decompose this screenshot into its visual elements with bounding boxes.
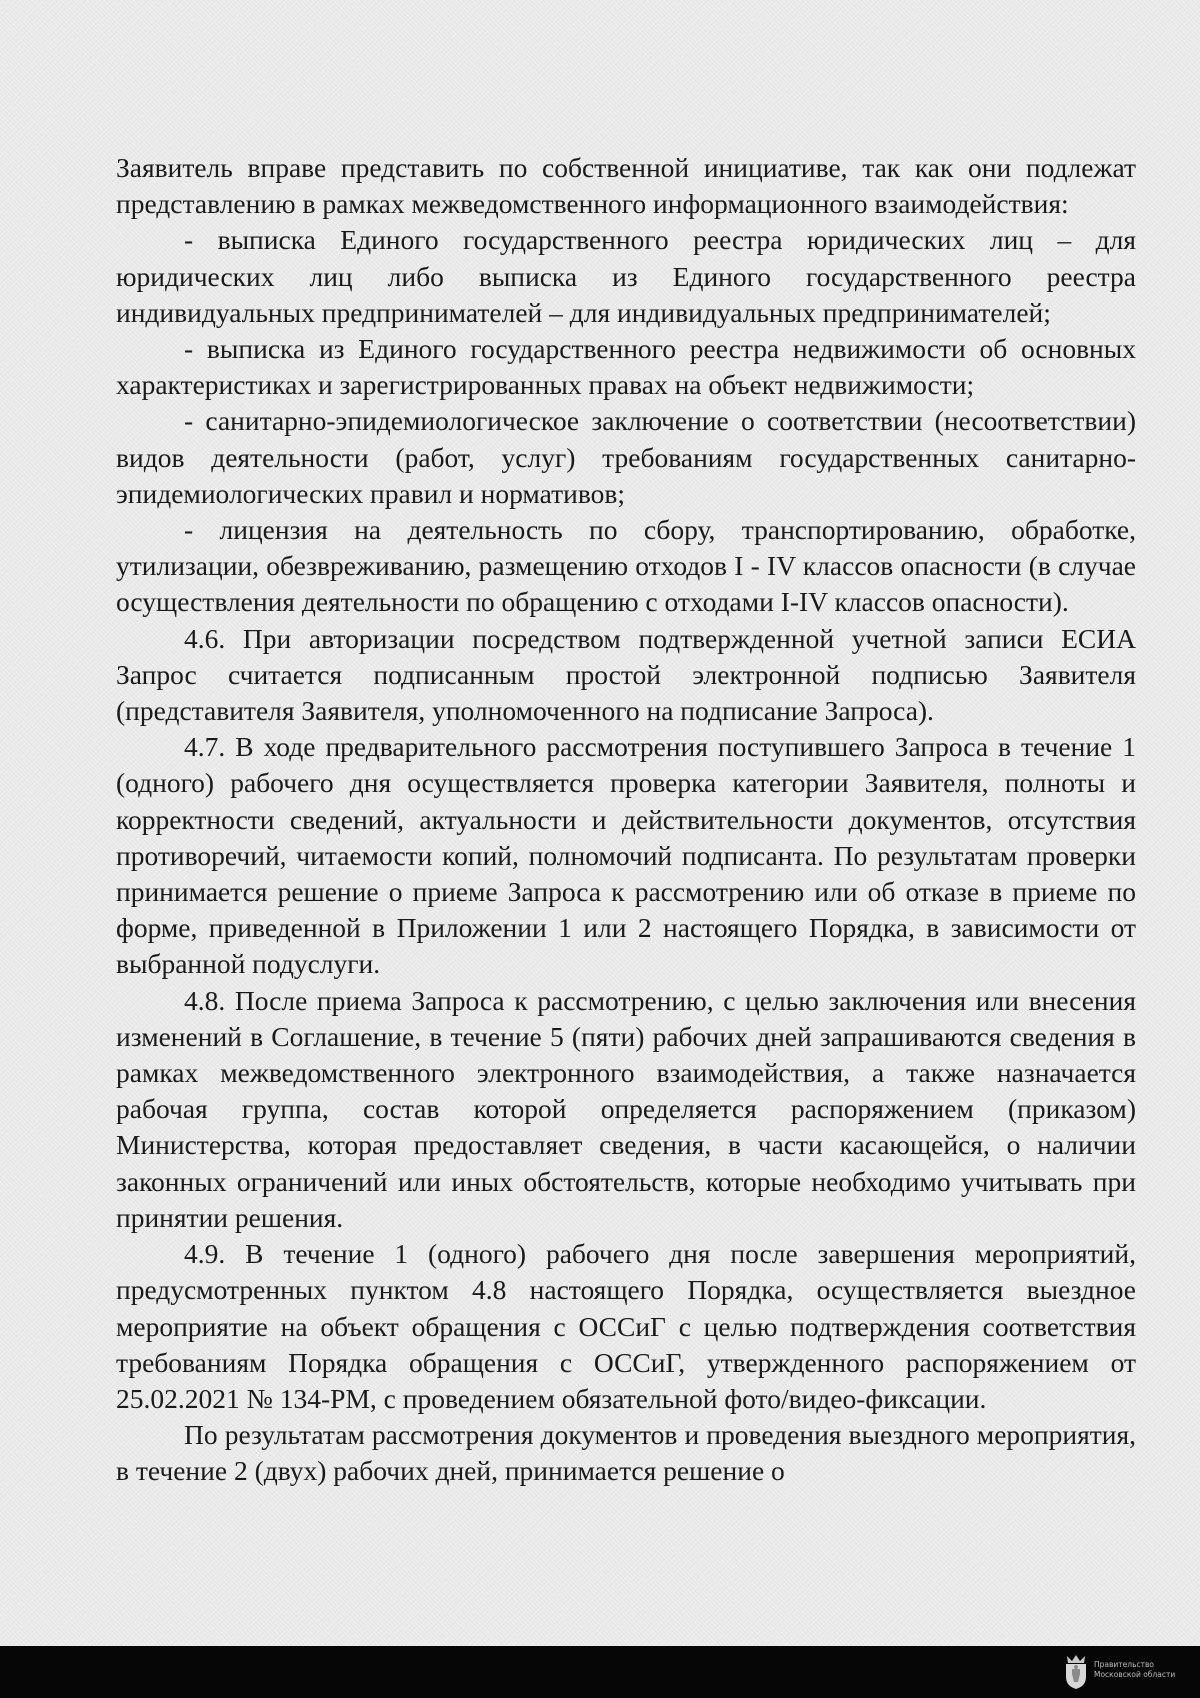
paragraph-waste-license: - лицензия на деятельность по сбору, транспортированию, обработке, утилизации, обезвреживанию, размещению отходов I - IV классов опасности (в случае осуществления деятельности по обращению с отходами I-IV классов опасности). bbox=[116, 514, 1136, 618]
document-body bbox=[116, 150, 1136, 1490]
paragraph-4-8: 4.8. После приема Запроса к рассмотрению, с целью заключения или внесения изменений в Соглашение, в течение 5 (пяти) рабочих дней запрашиваются сведения в рамках межведомственного электронного взаимодействия, а также назначается рабочая группа, состав которой определяется распоряжением (приказом) Министерства, которая предоставляет сведения, в части касающейся, о наличии законных ограничений или иных обстоятельств, которые необходимо учитывать при принятии решения. bbox=[116, 984, 1136, 1233]
footer-caption bbox=[1094, 1660, 1198, 1680]
paragraph-intro: Заявитель вправе представить по собственной инициативе, так как они подлежат представлению в рамках межведомственного информационного взаимодействия: bbox=[116, 152, 1136, 220]
footer-caption-line-2: Московской области bbox=[1094, 1670, 1176, 1679]
paragraph-egrn-extract: - выписка из Единого государственного реестра недвижимости об основных характеристиках и зарегистрированных правах на объект недвижимости; bbox=[116, 333, 1136, 401]
scan-footer-band bbox=[0, 1646, 1200, 1698]
paragraph-results: По результатам рассмотрения документов и проведения выездного мероприятия, в течение 2 (двух) рабочих дней, принимается решение о bbox=[116, 1419, 1136, 1487]
paragraph-sanitary-conclusion: - санитарно-эпидемиологическое заключение о соответствии (несоответствии) видов деятельности (работ, услуг) требованиям государственных санитарно-эпидемиологических правил и нормативов; bbox=[116, 405, 1136, 509]
paragraph-egrul-extract: - выписка Единого государственного реестра юридических лиц – для юридических лиц либо выписка из Единого государственного реестра индивидуальных предпринимателей – для индивидуальных предпринимателей; bbox=[116, 224, 1136, 328]
paragraph-4-6: 4.6. При авторизации посредством подтвержденной учетной записи ЕСИА Запрос считается подписанным простой электронной подписью Заявителя (представителя Заявителя, уполномоченного на подписание Запроса). bbox=[116, 622, 1136, 727]
paragraph-4-9: 4.9. В течение 1 (одного) рабочего дня после завершения мероприятий, предусмотренных пунктом 4.8 настоящего Порядка, осуществляется выездное мероприятие на объект обращения с ОССиГ с целью подтверждения соответствия требованиям Порядка обращения с ОССиГ, утвержденного распоряжением от 25.02.2021 № 134-РМ, с проведением обязательной фото/видео-фиксации. bbox=[116, 1238, 1136, 1414]
paragraph-4-7: 4.7. В ходе предварительного рассмотрения поступившего Запроса в течение 1 (одного) рабочего дня осуществляется проверка категории Заявителя, полноты и корректности сведений, актуальности и действительности документов, отсутствия противоречий, читаемости копий, полномочий подписанта. По результатам проверки принимается решение о приеме Запроса к рассмотрению или об отказе в приеме по форме, приведенной в Приложении 1 или 2 настоящего Порядка, в зависимости от выбранной подуслуги. bbox=[116, 731, 1136, 980]
coat-of-arms-icon bbox=[1063, 1652, 1089, 1690]
footer-caption-line-1: Правительство bbox=[1094, 1660, 1154, 1669]
